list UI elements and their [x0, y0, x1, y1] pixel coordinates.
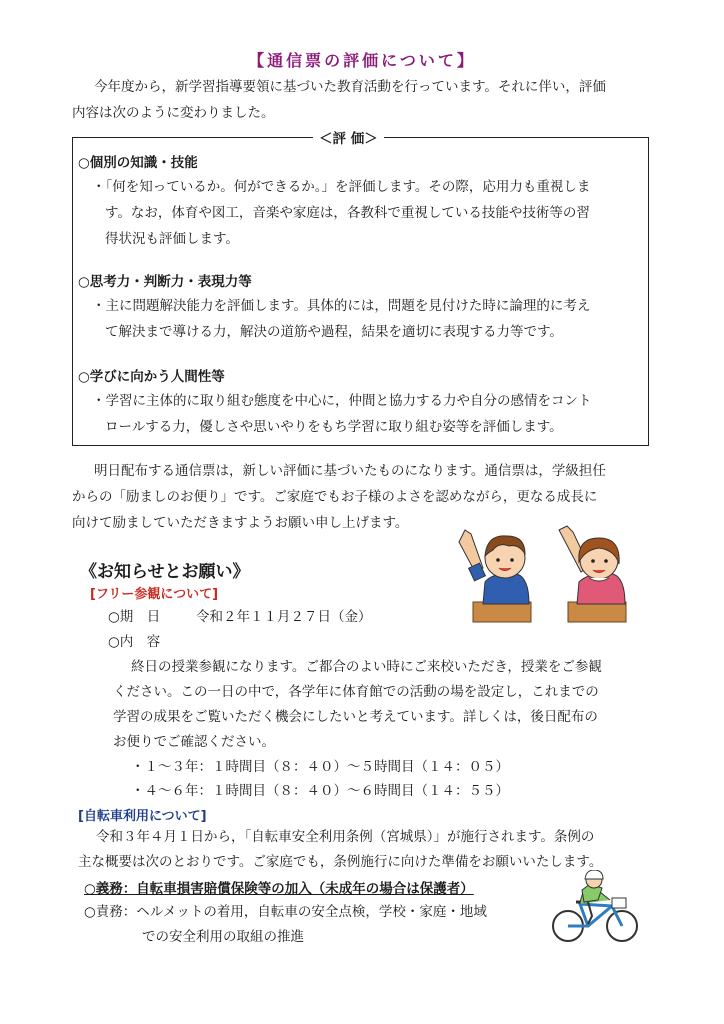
bicycle-body-1: 令和３年４月１日から，「自転車安全利用条例（宮城県）」が施行されます。条例の	[96, 829, 595, 845]
child-on-bicycle-icon	[550, 870, 642, 946]
schedule-line-2: ・４～６年：１時間目（８：４０）～６時間目（１４：５５）	[131, 783, 509, 799]
attitude-heading: ○学びに向かう人間性等	[78, 369, 225, 385]
knowledge-line-1: ・「何を知っているか。何ができるか。」を評価します。その際，応用力も重視しま	[92, 179, 591, 195]
free-visit-body-1: 終日の授業参観になります。ご都合のよい時にご来校いただき，授業をご参観	[131, 659, 602, 675]
free-visit-content-label: ○内 容	[108, 634, 161, 650]
free-visit-body-2: ください。この一日の中で，各学年に体育館での活動の場を設定し，これまでの	[113, 684, 599, 700]
free-visit-heading: [フリー参観について]	[90, 587, 219, 602]
bicycle-body-2: 主な概要は次のとおりです。ご家庭でも，条例施行に向けた準備をお願いいたします。	[78, 854, 603, 870]
notice-heading: 《お知らせとお願い》	[80, 562, 250, 582]
bicycle-heading: [自転車利用について]	[78, 809, 207, 824]
free-visit-date-label: ○期 日	[108, 609, 161, 625]
intro-line-1: 今年度から，新学習指導要領に基づいた教育活動を行っています。それに伴い，評価	[94, 79, 606, 95]
schedule-line-1: ・１～３年：１時間目（８：４０）～５時間目（１４：０５）	[131, 759, 509, 775]
report-card-line-1: 明日配布する通信票は，新しい評価に基づいたものになります。通信票は，学級担任	[94, 463, 606, 479]
attitude-line-1: ・学習に主体的に取り組む態度を中心に，仲間と協力する力や自分の感情をコント	[92, 393, 592, 409]
bicycle-duty: ○義務：自転車損害賠償保険等の加入（未成年の場合は保護者）	[84, 881, 474, 897]
page-title: 【通信票の評価について】	[248, 51, 476, 70]
evaluation-box-label: ＜評 価＞	[313, 127, 384, 147]
knowledge-line-3: 得状況も評価します。	[105, 231, 239, 247]
free-visit-body-3: 学習の成果をご覧いただく機会にしたいと考えています。詳しくは，後日配布の	[113, 709, 598, 725]
bicycle-effort-2: での安全利用の取組の推進	[142, 929, 304, 945]
free-visit-body-4: お便りでご確認ください。	[113, 734, 275, 750]
knowledge-line-2: す。なお，体育や図工，音楽や家庭は，各教科で重視している技能や技術等の習	[105, 205, 590, 221]
students-raising-hands-icon	[453, 520, 648, 625]
thinking-line-2: て解決まで導ける力，解決の道筋や過程，結果を適切に表現する力等です。	[105, 324, 563, 340]
thinking-line-1: ・主に問題解決能力を評価します。具体的には，問題を見付けた時に論理的に考え	[92, 298, 591, 314]
report-card-line-2: からの「励ましのお便り」です。ご家庭でもお子様のよさを認めながら，更なる成長に	[72, 489, 598, 505]
free-visit-date-value: 令和２年１１月２７日（金）	[196, 609, 372, 625]
bicycle-effort-1: ○責務：ヘルメットの着用，自転車の安全点検，学校・家庭・地域	[84, 904, 487, 920]
attitude-line-2: ロールする力，優しさや思いやりをもち学習に取り組む姿等を評価します。	[105, 419, 563, 435]
thinking-heading: ○思考力・判断力・表現力等	[78, 274, 252, 290]
report-card-line-3: 向けて励ましていただきますようお願い申し上げます。	[72, 515, 409, 531]
knowledge-heading: ○個別の知識・技能	[78, 155, 198, 171]
intro-line-2: 内容は次のように変わりました。	[72, 105, 275, 121]
